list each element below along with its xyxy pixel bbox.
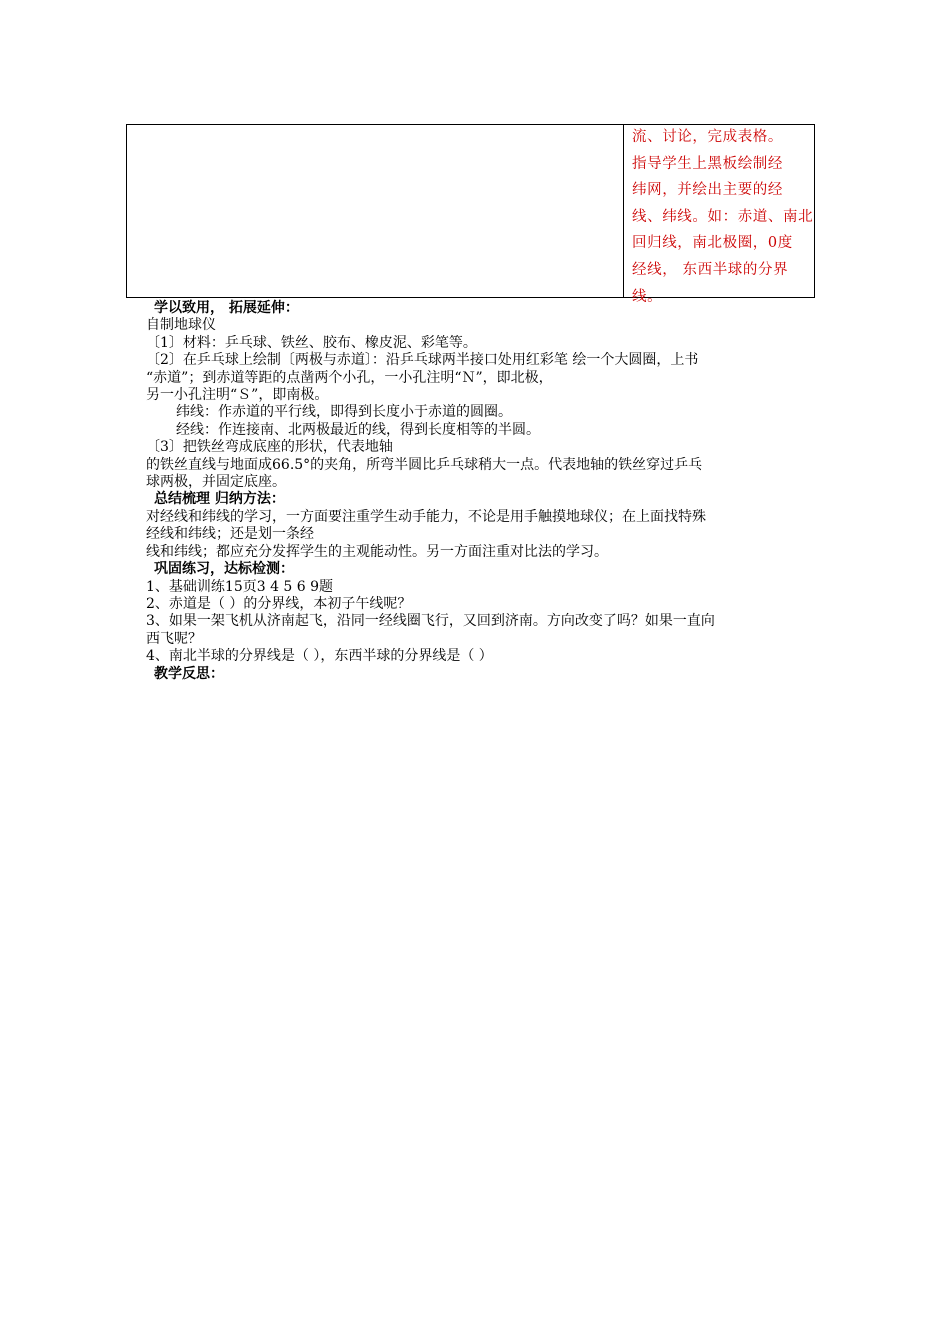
teacher-activity-cell xyxy=(632,124,812,310)
section-heading-apply: 学以致用， 拓展延伸： xyxy=(154,300,299,316)
document-body xyxy=(146,300,816,683)
summary-line: 线和纬线；都应充分发挥学生的主观能动性。另一方面注重对比法的学习。 xyxy=(146,543,608,560)
cell-line: 流、讨论，完成表格。 xyxy=(632,129,783,145)
meridian-note: 经线：作连接南、北两极最近的线，得到长度相等的半圆。 xyxy=(176,421,540,438)
globe-title: 自制地球仪 xyxy=(146,317,216,334)
step-1: 〔1〕材料：乒乓球、铁丝、胶布、橡皮泥、彩笔等。 xyxy=(146,334,477,351)
step-2-cont: “赤道”；到赤道等距的点凿两个小孔，一小孔注明“Ｎ”，即北极， xyxy=(146,369,553,386)
practice-question-1: 1、基础训练15页3 4 5 6 9题 xyxy=(146,578,334,595)
section-heading-summary: 总结梳理 归纳方法： xyxy=(154,491,285,508)
cell-line: 经线， 东西半球的分界 xyxy=(632,261,789,278)
section-heading-reflection: 教学反思： xyxy=(154,665,224,682)
practice-question-2: 2、赤道是（ ）的分界线，本初子午线呢？ xyxy=(146,595,412,612)
cell-line: 纬网，并绘出主要的经 xyxy=(632,182,783,199)
cell-line: 线、纬线。如：赤道、南北 xyxy=(632,208,814,225)
section-heading-practice: 巩固练习，达标检测： xyxy=(154,561,294,578)
summary-line: 经线和纬线；还是划一条经 xyxy=(146,526,314,543)
step-3: 〔3〕把铁丝弯成底座的形状，代表地轴 xyxy=(146,439,393,456)
step-3-cont: 球两极，并固定底座。 xyxy=(146,474,286,491)
summary-line: 对经线和纬线的学习，一方面要注重学生动手能力，不论是用手触摸地球仪；在上面找特殊 xyxy=(146,508,706,525)
step-3-cont: 的铁丝直线与地面成66.5°的夹角，所弯半圆比乒乓球稍大一点。代表地轴的铁丝穿过乒乓 xyxy=(146,456,703,473)
step-2: 〔2〕在乒乓球上绘制〔两极与赤道〕：沿乒乓球两半接口处用红彩笔 绘一个大圆圈，上书 xyxy=(146,352,699,369)
weft-note: 纬线：作赤道的平行线，即得到长度小于赤道的圆圈。 xyxy=(176,404,512,421)
practice-question-3-cont: 西飞呢？ xyxy=(146,630,202,647)
practice-question-3: 3、如果一架飞机从济南起飞，沿同一经线圈飞行，又回到济南。方向改变了吗？如果一直向 xyxy=(146,613,715,630)
table-column-divider xyxy=(623,124,624,298)
cell-line: 回归线，南北极圈，0度 xyxy=(632,235,793,252)
practice-question-4: 4、南北半球的分界线是（ ），东西半球的分界线是（ ） xyxy=(146,648,493,665)
cell-line: 指导学生上黑板绘制经 xyxy=(632,155,783,172)
cell-line: 线。 xyxy=(632,288,663,305)
step-2-cont: 另一小孔注明“Ｓ”，即南极。 xyxy=(146,387,329,404)
